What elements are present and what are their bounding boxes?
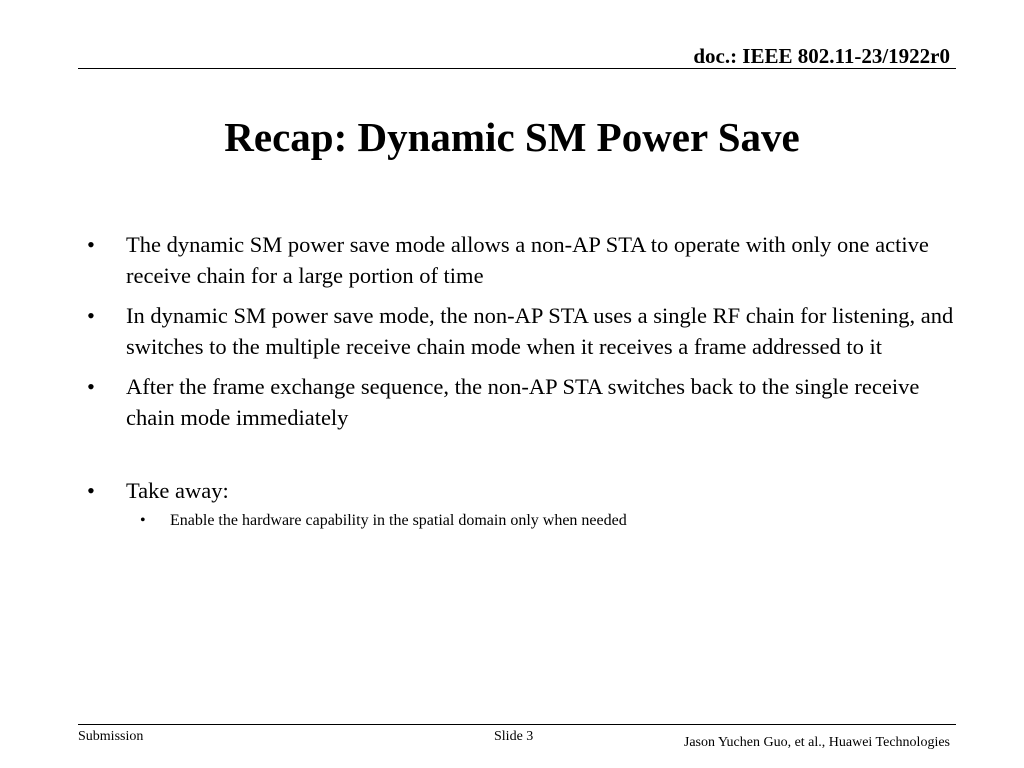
bullet-text: After the frame exchange sequence, the non-AP STA switches back to the single receive chain mode immediately (126, 374, 920, 430)
sub-bullet-item (84, 510, 964, 532)
footer-divider (78, 724, 956, 725)
bullet-list (84, 229, 964, 532)
bullet-item (84, 300, 964, 362)
sub-bullet-list (84, 510, 964, 532)
sub-bullet-list-container (84, 510, 964, 532)
doc-id-header: doc.: IEEE 802.11-23/1922r0 (693, 44, 950, 68)
sub-bullet-marker: • (140, 512, 146, 529)
sub-bullet-text: Enable the hardware capability in the spatial domain only when needed (170, 512, 627, 529)
bullet-item (84, 229, 964, 291)
slide-title: Recap: Dynamic SM Power Save (224, 114, 800, 160)
bullet-marker: • (87, 303, 95, 328)
footer-slide-number: Slide 3 (494, 729, 534, 744)
bullet-item (84, 371, 964, 433)
bullet-marker: • (87, 232, 95, 257)
header-divider (78, 68, 956, 69)
bullet-item-takeaway (84, 475, 964, 506)
bullet-text: The dynamic SM power save mode allows a non-AP STA to operate with only one active receive chain for a large portion of time (126, 232, 929, 288)
bullet-text: In dynamic SM power save mode, the non-AP STA uses a single RF chain for listening, and switches to the multiple receive chain mode when it receives a frame addressed to it (126, 303, 954, 359)
footer-submission: Submission (78, 729, 144, 744)
bullet-marker: • (87, 478, 95, 503)
footer-author: Jason Yuchen Guo, et al., Huawei Technologies (683, 735, 950, 750)
bullet-text: Take away: (126, 478, 229, 503)
bullet-marker: • (87, 374, 95, 399)
